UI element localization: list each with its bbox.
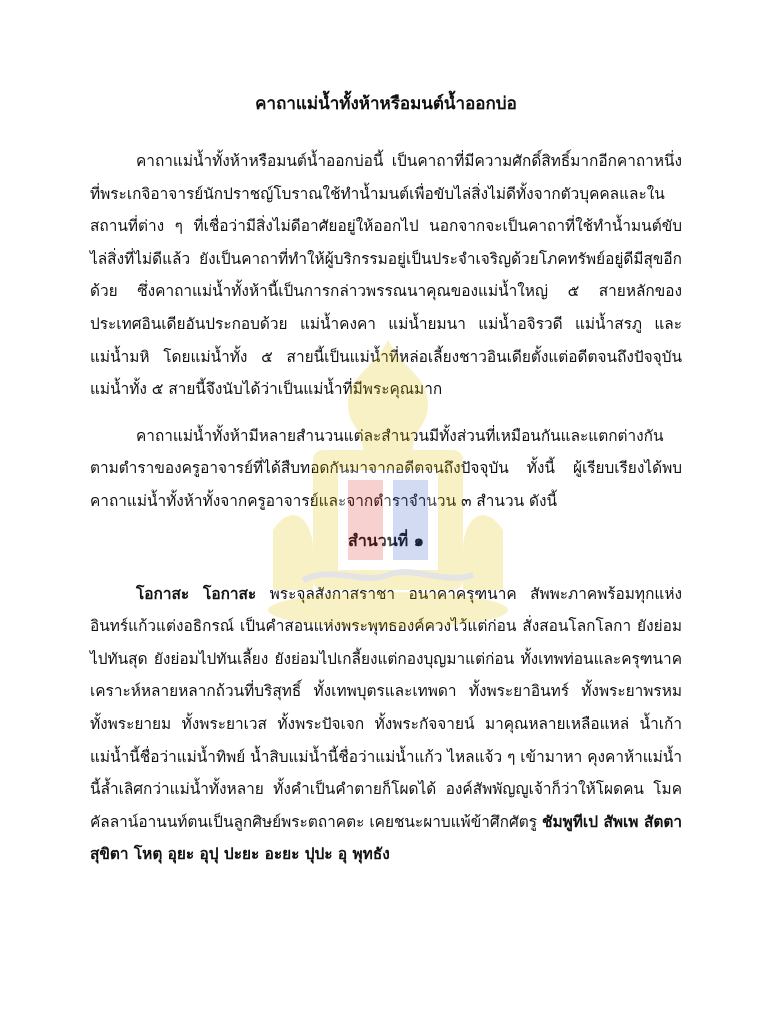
incantation-body: พระจุลสังกาสราชา อนาคาครุฑนาค สัพพะภาคพร้อมทุกแห่งอินทร์แก้วแต่งอธิกรณ์ เป็นคำสอนแห่งพระพุทธองค์ควงไว้แต่ก่อน สั่งสอนโลกโลกา ยังย่อมไปทันสุด ยังย่อมไปทันเลี้ยง ยังย่อมไปเกลี้ยงแต่กองบุญมาแต่ก่อน ทั้งเทพท่อนและครุฑนาค เคราะห์หลายหลากถ้วนที่บริสุทธิ์ ทั้งเทพบุตรและเทพดา ทั้งพระยาอินทร์ ทั้งพระยาพรหม ทั้งพระยายม ทั้งพระยาเวส ทั้งพระปัจเจก ทั้งพระกัจจายน์ มาคุณหลายเหลือแหล่ น้ำเก้าแม่น้ำนี้ชื่อว่าแม่น้ำทิพย์ น้ำสิบแม่น้ำนี้ชื่อว่าแม่น้ำแก้ว ไหลแจ้ว ๆ เข้ามาหา คุงคาห้าแม่น้ำนี้ล้ำเลิศกว่าแม่น้ำทั้งหลาย ทั้งคำเป็นคำตายก็โผดได้ องค์สัพพัญญูเจ้าก็ว่าให้โผดคน โมคคัลลาน์อานนท์ตนเป็นลูกศิษย์พระตถาคตะ เคยชนะผาบแพ้ข้าศึกศัตรู [90,584,682,831]
incantation-lead: โอกาสะ โอกาสะ [136,584,257,603]
document-title: คาถาแม่น้ำทั้งห้าหรือมนต์น้ำออกบ่อ [255,94,517,114]
paragraph-incantation [90,578,682,871]
paragraph-gap [90,406,682,420]
paragraph-intro: คาถาแม่น้ำทั้งห้าหรือมนต์น้ำออกบ่อนี้ เป็นคาถาที่มีความศักดิ์สิทธิ์มากอีกคาถาหนึ่ง ที่พระเกจิอาจารย์นักปราชญ์โบราณใช้ทำน้ำมนต์เพื่อขับไล่สิ่งไม่ดีทั้งจากตัวบุคคลและในสถานที่ต่าง ๆ ที่เชื่อว่ามีสิ่งไม่ดีอาศัยอยู่ให้ออกไป นอกจากจะเป็นคาถาที่ใช้ทำน้ำมนต์ขับไล่สิ่งที่ไม่ดีแล้ว ยังเป็นคาถาที่ทำให้ผู้บริกรรมอยู่เป็นประจำเจริญด้วยโภคทรัพย์อยู่ดีมีสุขอีกด้วย ซึ่งคาถาแม่น้ำทั้งห้านี้เป็นการกล่าวพรรณนาคุณของแม่น้ำใหญ่ ๕ สายหลักของประเทศอินเดียอันประกอบด้วย แม่น้ำคงคา แม่น้ำยมนา แม่น้ำอจิรวดี แม่น้ำสรภู และแม่น้ำมหิ โดยแม่น้ำทั้ง ๕ สายนี้เป็นแม่น้ำที่หล่อเลี้ยงชาวอินเดียตั้งแต่อดีตจนถึงปัจจุบัน แม่น้ำทั้ง ๕ สายนี้จึงนับได้ว่าเป็นแม่น้ำที่มีพระคุณมาก [90,152,682,399]
paragraph-versions: คาถาแม่น้ำทั้งห้ามีหลายสำนวนแต่ละสำนวนมีทั้งส่วนที่เหมือนกันและแตกต่างกันตามตำราของครูอาจารย์ที่ได้สืบทอดกันมาจากอดีตจนถึงปัจจุบัน ทั้งนี้ ผู้เรียบเรียงได้พบคาถาแม่น้ำทั้งห้าทั้งจากครูอาจารย์และจากตำราจำนวน ๓ สำนวน ดังนี้ [90,426,682,510]
incantation-pali-tail: ชัมพูทีเป สัพเพ สัตตา สุขิตา โหตุ อุยะ อุปุ ปะยะ อะยะ ปุปะ อุ พุทธัง [90,812,682,864]
section-heading-version-1: สำนวนที่ ๑ [348,530,424,550]
